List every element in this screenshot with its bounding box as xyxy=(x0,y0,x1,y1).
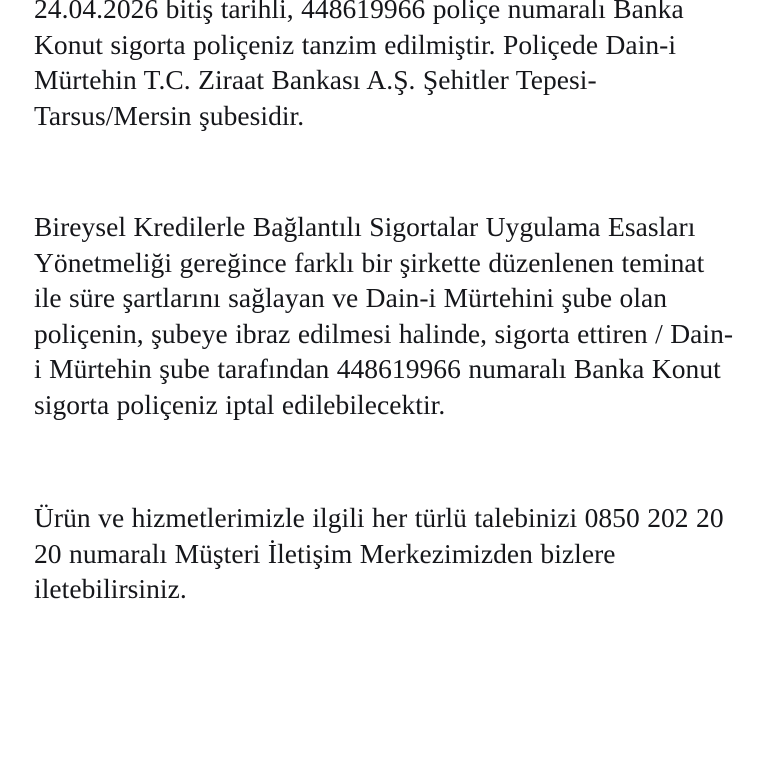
paragraph-spacer-2 xyxy=(34,422,734,500)
paragraph-policy-issued: 24.04.2026 bitiş tarihli, 448619966 poliçe numaralı Banka Konut sigorta poliçeniz tanzim edilmiştir. Poliçede Dain-i Mürtehin T.C. Ziraat Bankası A.Ş. Şehitler Tepesi-Tarsus/Mersin şubesidir. xyxy=(34,0,684,131)
paragraph-contact-center: Ürün ve hizmetlerimizle ilgili her türlü talebinizi 0850 202 20 20 numaralı Müşteri İletişim Merkezimizden bizlere iletebilirsiniz. xyxy=(34,502,724,604)
paragraph-policy-cancellation-terms: Bireysel Kredilerle Bağlantılı Sigortalar Uygulama Esasları Yönetmeliği gereğince farklı bir şirkette düzenlenen teminat ile süre şartlarını sağlayan ve Dain-i Mürtehini şube olan poliçenin, şubeye ibraz edilmesi halinde, sigorta ettiren / Dain-i Mürtehin şube tarafından 448619966 numaralı Banka Konut sigorta poliçeniz iptal edilebilecektir. xyxy=(34,211,734,420)
paragraph-spacer-1 xyxy=(34,133,734,209)
document-body xyxy=(34,0,734,607)
